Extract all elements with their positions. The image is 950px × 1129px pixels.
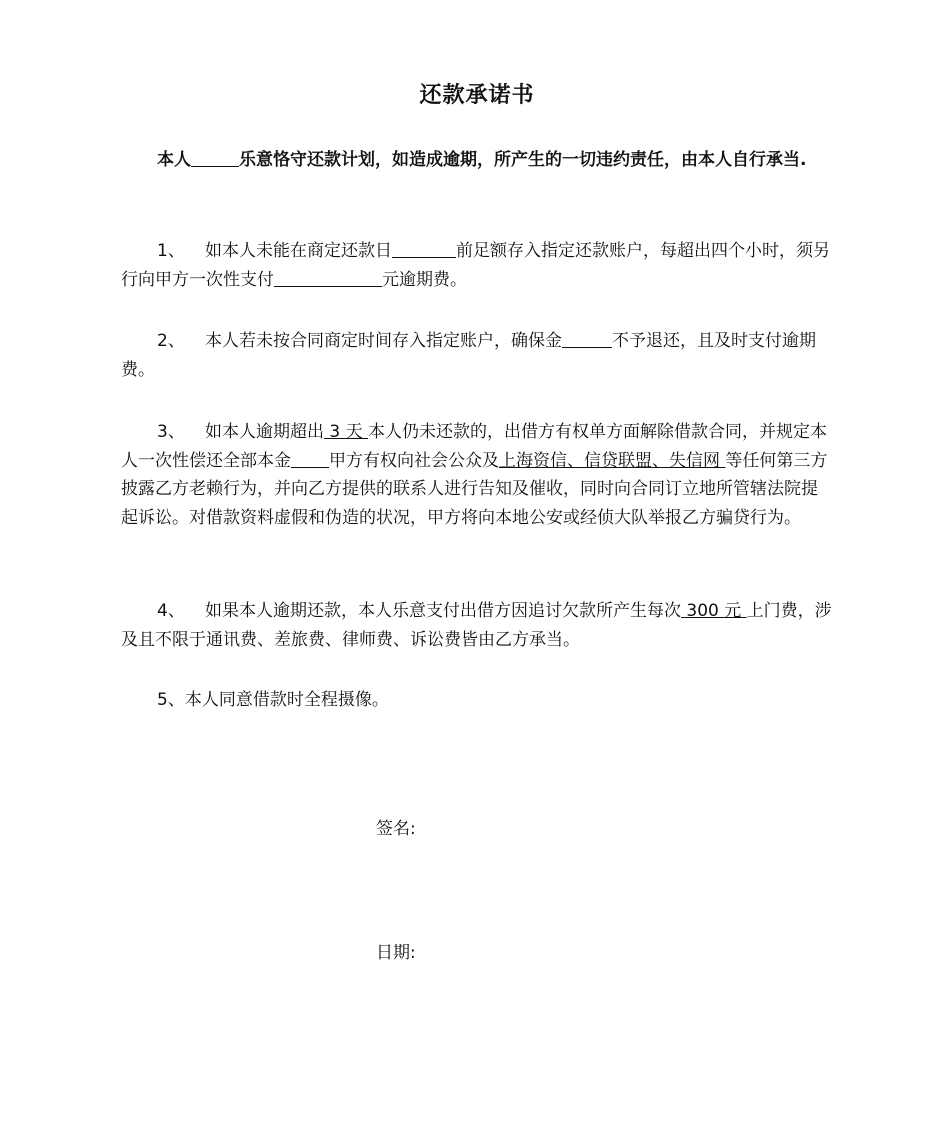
clause-number: 4、 — [157, 601, 185, 621]
clause-text: 如本人逾期超出 — [205, 422, 324, 442]
clause-2 — [121, 327, 833, 384]
clause-3 — [121, 418, 833, 532]
clause-text: 等任何第三方披露乙方老赖行为，并向乙方提供的联系人进行告知及催收，同时向合同订立地所管辖法院提起诉讼。对借款资料虚假和伪造的状况，甲方将向本地公安或经侦大队举报乙方骗贷行为。 — [121, 450, 828, 528]
clause-text: 前足额存入指定还款账户，每超出四个小时，须另行向甲方一次性支付 — [121, 241, 830, 290]
clause-text: 元逾期费。 — [382, 269, 467, 290]
intro-text: 乐意恪守还款计划，如造成逾期，所产生的一切违约责任，由本人自行承当. — [239, 150, 807, 170]
clause-text: 如果本人逾期还款，本人乐意支付出借方因追讨欠款所产生每次 — [205, 601, 681, 621]
document-title: 还款承诺书 — [419, 83, 535, 108]
clause-1 — [121, 237, 833, 294]
clause-4 — [121, 597, 833, 654]
clause-text: 本人若未按合同商定时间存入指定账户，确保金 — [205, 331, 562, 351]
name-blank — [191, 150, 239, 167]
amount-blank-2 — [318, 270, 382, 287]
credit-organizations: 上海资信、信贷联盟、失信网 — [499, 450, 726, 471]
due-date-blank — [392, 241, 456, 258]
clause-number: 2、 — [157, 331, 185, 351]
principal-blank — [291, 451, 329, 468]
clause-text: 如本人未能在商定还款日 — [205, 241, 392, 261]
clause-number: 3、 — [157, 422, 185, 442]
visit-fee: 300 元 — [681, 601, 747, 621]
clause-text: 本人仍未还款的，出借方有权单方面解除借款合同，并规定本人一次性偿还全部本金 — [121, 422, 828, 471]
clause-text: 甲方有权向社会公众及 — [329, 450, 499, 471]
intro-paragraph — [121, 146, 833, 175]
date-label: 日期: — [376, 943, 416, 963]
signature-label: 签名: — [376, 819, 416, 839]
clause-text: 上门费，涉及且不限于通讯费、差旅费、律师费、诉讼费皆由乙方承当。 — [121, 601, 832, 650]
amount-blank-1 — [274, 270, 318, 287]
clause-text: 不予退还，且及时支付逾期费。 — [121, 331, 816, 380]
clause-number: 1、 — [157, 241, 185, 261]
intro-prefix: 本人 — [157, 150, 191, 170]
deposit-blank — [562, 331, 612, 348]
overdue-days: 3 天 — [324, 422, 369, 442]
clause-5: 5、本人同意借款时全程摄像。 — [157, 690, 389, 710]
